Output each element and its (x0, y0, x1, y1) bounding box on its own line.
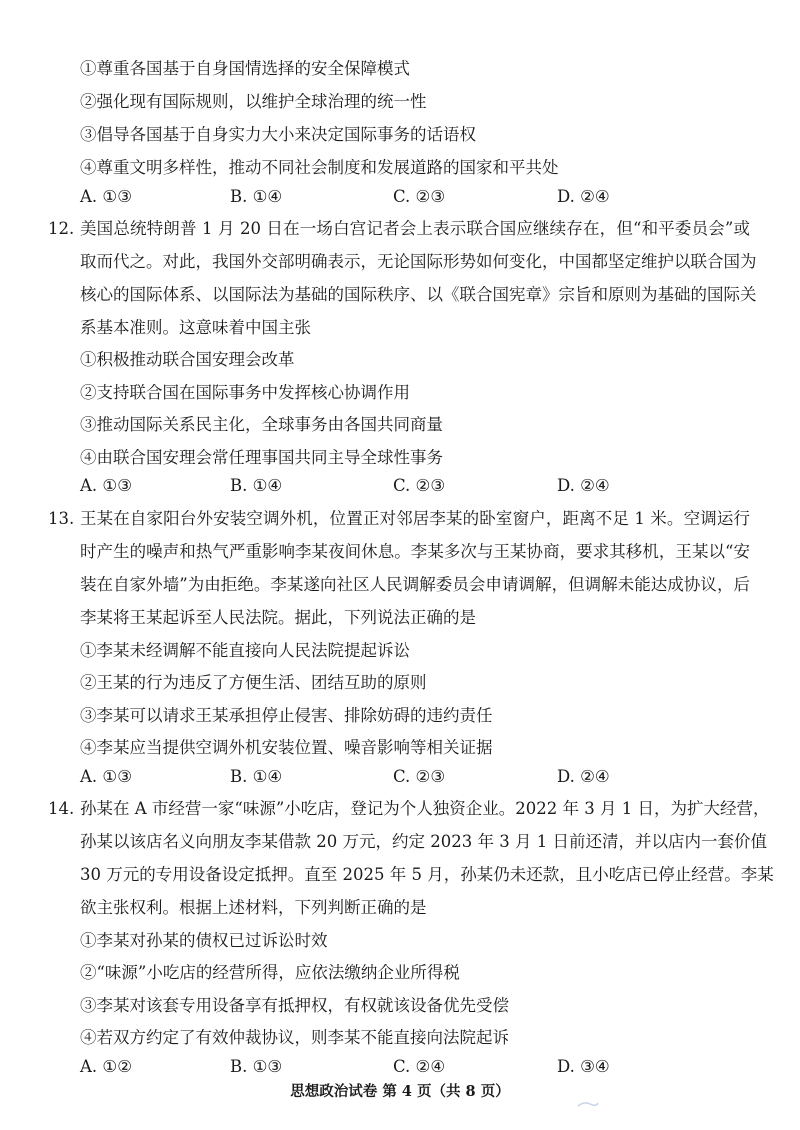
q11-option-1: ①尊重各国基于自身国情选择的安全保障模式 (80, 59, 410, 78)
q13-option-3: ③李某可以请求王某承担停止侵害、排除妨碍的违约责任 (80, 706, 493, 725)
q12-choice-b: B. ①④ (230, 476, 283, 495)
q14-option-1: ①李某对孙某的债权已过诉讼时效 (80, 931, 328, 950)
q14-option-3: ③李某对该套专用设备享有抵押权，有权就该设备优先受偿 (80, 996, 509, 1015)
q13-stem-line-4: 李某将王某起诉至人民法院。据此，下列说法正确的是 (80, 608, 476, 627)
q12-option-4: ④由联合国安理会常任理事国共同主导全球性事务 (80, 448, 443, 467)
q12-stem-line-3: 核心的国际体系、以国际法为基础的国际秩序、以《联合国宪章》宗旨和原则为基础的国际关 (80, 285, 757, 304)
q13-stem-line-2: 时产生的噪声和热气严重影响李某夜间休息。李某多次与王某协商，要求其移机，王某以“安 (80, 542, 750, 561)
q14-choice-c: C. ②④ (393, 1057, 446, 1076)
q12-stem-line-4: 系基本准则。这意味着中国主张 (80, 318, 311, 337)
q11-option-2: ②强化现有国际规则，以维护全球治理的统一性 (80, 92, 427, 111)
scan-mark-icon (576, 1100, 600, 1108)
q11-choice-d: D. ②④ (557, 187, 610, 206)
q14-choice-b: B. ①③ (230, 1057, 283, 1076)
q14-stem-line-2: 孙某以该店名义向朋友李某借款 20 万元，约定 2023 年 3 月 1 日前还清，并以店内一套价值 (80, 832, 767, 851)
q12-stem-line-2: 取而代之。对此，我国外交部明确表示，无论国际形势如何变化，中国都坚定维护以联合国为 (80, 252, 757, 271)
q13-option-2: ②王某的行为违反了方便生活、团结互助的原则 (80, 673, 427, 692)
q11-choice-a: A. ①③ (80, 187, 132, 206)
q13-number: 13. (48, 509, 75, 528)
q12-choice-d: D. ②④ (557, 476, 610, 495)
q13-option-1: ①李某未经调解不能直接向人民法院提起诉讼 (80, 641, 410, 660)
q12-choice-c: C. ②③ (393, 476, 446, 495)
q13-option-4: ④李某应当提供空调外机安装位置、噪音影响等相关证据 (80, 738, 493, 757)
q14-stem-line-4: 欲主张权利。根据上述材料，下列判断正确的是 (80, 898, 427, 917)
q13-choice-c: C. ②③ (393, 767, 446, 786)
q14-option-2: ②“味源”小吃店的经营所得，应依法缴纳企业所得税 (80, 963, 460, 982)
q11-option-3: ③倡导各国基于自身实力大小来决定国际事务的话语权 (80, 125, 476, 144)
q12-option-3: ③推动国际关系民主化，全球事务由各国共同商量 (80, 415, 443, 434)
q11-choice-c: C. ②③ (393, 187, 446, 206)
q12-number: 12. (48, 219, 75, 238)
q13-stem-line-1: 王某在自家阳台外安装空调外机，位置正对邻居李某的卧室窗户，距离不足 1 米。空调运行 (80, 509, 750, 528)
q12-option-1: ①积极推动联合国安理会改革 (80, 350, 295, 369)
q14-option-4: ④若双方约定了有效仲裁协议，则李某不能直接向法院起诉 (80, 1028, 509, 1047)
q11-choice-b: B. ①④ (230, 187, 283, 206)
q14-choice-a: A. ①② (80, 1057, 132, 1076)
q12-option-2: ②支持联合国在国际事务中发挥核心协调作用 (80, 383, 410, 402)
q11-option-4: ④尊重文明多样性，推动不同社会制度和发展道路的国家和平共处 (80, 158, 559, 177)
page-footer: 思想政治试卷 第 4 页（共 8 页） (290, 1083, 510, 1100)
q14-stem-line-3: 30 万元的专用设备设定抵押。直至 2025 年 5 月，孙某仍未还款，且小吃店已停止经营。李某 (80, 865, 774, 884)
q12-choice-a: A. ①③ (80, 476, 132, 495)
q13-stem-line-3: 装在自家外墙”为由拒绝。李某遂向社区人民调解委员会申请调解，但调解未能达成协议，后 (80, 575, 750, 594)
q13-choice-b: B. ①④ (230, 767, 283, 786)
q13-choice-d: D. ②④ (557, 767, 610, 786)
q14-choice-d: D. ③④ (557, 1057, 610, 1076)
q13-choice-a: A. ①③ (80, 767, 132, 786)
q12-stem-line-1: 美国总统特朗普 1 月 20 日在一场白宫记者会上表示联合国应继续存在，但“和平委员会”或 (80, 219, 750, 238)
q14-number: 14. (48, 799, 75, 818)
q14-stem-line-1: 孙某在 A 市经营一家“味源”小吃店，登记为个人独资企业。2022 年 3 月 1 日，为扩大经营， (80, 799, 770, 818)
